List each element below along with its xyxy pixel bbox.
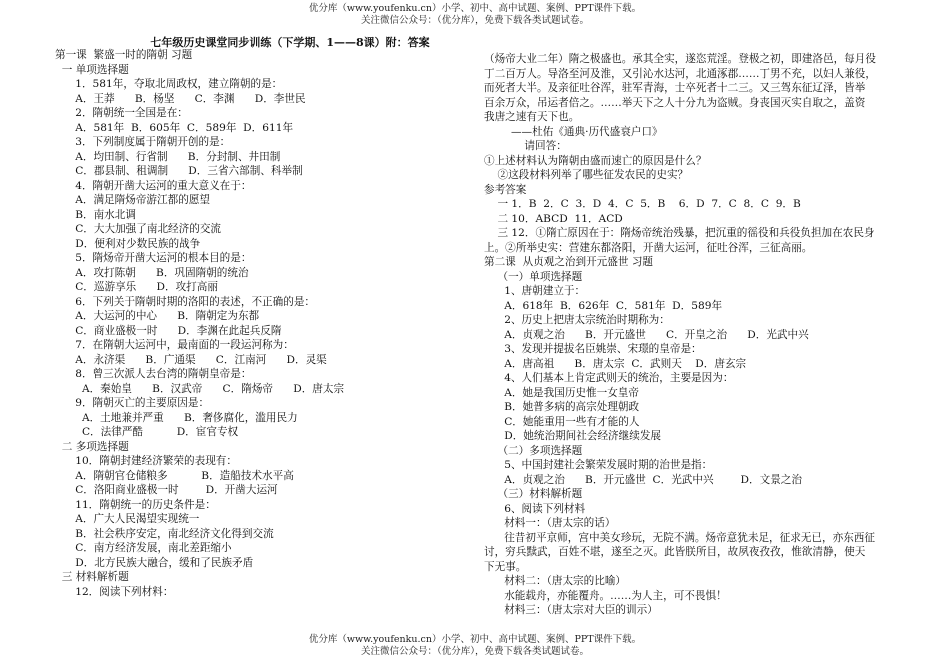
text-line: C．她能重用一些有才能的人: [484, 415, 640, 428]
text-line: 5．隋炀帝开凿大运河的根本目的是：: [55, 252, 252, 264]
text-line: A．均田制、行省制 B．分封制、井田制: [55, 150, 281, 163]
text-line: 3．下列制度属于隋朝开创的是：: [55, 136, 231, 148]
text-line: （二）多项选择题: [484, 444, 583, 457]
text-line: 9．隋朝灭亡的主要原因是：: [55, 397, 210, 409]
text-line: A．土地兼并严重 B．奢侈腐化，滥用民力: [55, 411, 298, 424]
header-line-1: 优分库（www.youfenku.cn）小学、初中、高中试题、案例、PPT课件下载。: [308, 3, 642, 14]
text-line: 丁二百万人。导洛至河及淮，又引沁水达河，北通涿郡……丁男不充，以妇人兼役，: [484, 67, 876, 80]
text-line: 请回答：: [484, 140, 567, 152]
text-line: B．她普多病的高宗处理朝政: [484, 401, 640, 413]
text-line: 讨，穷兵黩武，百姓不堪，遂至之灭。此皆朕所目，故夙夜孜孜，惟欲清静，使天: [484, 546, 866, 558]
text-line: 水能载舟，亦能覆舟。……为人主，可不畏惧！: [484, 589, 727, 602]
text-line: 往昔初平京师，宫中美女珍玩，无院不满。炀帝意犹未足，征求无已，亦东西征: [484, 531, 875, 544]
text-line: 6．下列关于隋朝时期的洛阳的表述，不正确的是：: [55, 295, 316, 308]
text-line: C．南方经济发展，南北差距缩小: [55, 542, 232, 554]
text-line: 下无事。: [484, 560, 527, 573]
text-line: C．郡县制、租调制 D．三省六部制、科举制: [55, 165, 303, 177]
text-line: 12．阅读下列材料：: [55, 585, 174, 598]
right-column: [484, 52, 904, 618]
text-line: A．618年 B．626年 C．581年 D．589年: [484, 299, 723, 312]
text-line: C．洛阳商业盛极一时 D．开凿大运河: [55, 484, 278, 496]
text-line: C．商业盛极一时 D．李渊在此起兵反隋: [55, 324, 282, 337]
text-line: A．贞观之治 B．开元盛世 C．光武中兴 D．文景之治: [484, 473, 802, 486]
text-line: 三 材料解析题: [55, 571, 129, 583]
text-line: C．法律严酷 D．宦官专权: [55, 426, 239, 438]
text-line: 1．581年，夺取北周政权，建立隋朝的是：: [55, 78, 283, 90]
left-column: [55, 48, 470, 599]
text-line: A．581年 B．605年 C．589年 D．611年: [55, 121, 294, 134]
text-line: 1、唐朝建立于：: [484, 285, 586, 297]
footer-line-2: 关注微信公众号：（优分库），免费下载各类试题试卷。: [360, 646, 589, 657]
text-line: 2．隋朝统一全国是在：: [55, 107, 188, 119]
text-line: 5、中国封建社会繁荣发展时期的治世是指：: [484, 459, 713, 471]
text-line: A．满足隋炀帝游江都的愿望: [55, 194, 210, 206]
text-line: （三）材料解析题: [484, 488, 583, 500]
text-line: 一 1．B 2．C 3．D 4．C 5．B 6．D 7．C 8．C 9．B: [484, 198, 801, 210]
document-title: 七年级历史课堂同步训练（下学期、1——8课）附：答案: [150, 36, 430, 49]
text-line: 我唐之速有天下也。: [484, 111, 580, 123]
text-line: 6、阅读下列材料: [484, 502, 586, 515]
text-line: A．广大人民渴望实现统一: [55, 513, 200, 525]
text-line: D．便利对少数民族的战争: [55, 237, 201, 250]
footer-line-1: 优分库（www.youfenku.cn）小学、初中、高中试题、案例、PPT课件下载。: [308, 634, 642, 645]
text-line: 4．隋朝开凿大运河的重大意义在于：: [55, 179, 252, 192]
text-line: A．大运河的中心 B．隋朝定为东都: [55, 310, 260, 322]
text-line: A．唐高祖 B．唐太宗 C．武则天 D．唐玄宗: [484, 357, 747, 370]
text-line: A．攻打陈朝 B．巩固隋朝的统治: [55, 266, 249, 279]
text-line: 二 多项选择题: [55, 440, 129, 453]
text-line: 7．在隋朝大运河中，最南面的一段运河称为：: [55, 339, 294, 351]
text-line: 3、发现并提拔名臣姚崇、宋璟的皇帝是：: [484, 343, 702, 355]
text-line: D．她统治期间社会经济继续发展: [484, 430, 662, 442]
text-line: D．北方民族大融合，缓和了民族矛盾: [55, 556, 254, 569]
text-line: B．社会秩序安定，南北经济文化得到交流: [55, 527, 274, 540]
header-line-2: 关注微信公众号：（优分库），免费下载各类试题试卷。: [360, 15, 589, 26]
text-line: 10．隋朝封建经济繁荣的表现有：: [55, 455, 237, 467]
text-line: 上。②所举史实：营建东都洛阳，开凿大运河，征吐谷浑，三征高丽。: [484, 241, 813, 254]
text-line: ①上述材料认为隋朝由盛而速亡的原因是什么？: [484, 154, 707, 167]
text-line: 百余万众，吊运者倍之。……举天下之人十分九为盗贼。身丧国灭实自取之，盖资: [484, 96, 866, 109]
text-line: 4、人们基本上肯定武则天的统治，主要是因为：: [484, 372, 734, 384]
text-line: 8．曾三次派人去台湾的隋朝皇帝是：: [55, 368, 252, 380]
text-line: 参考答案: [484, 183, 527, 196]
text-line: 材料二：（唐太宗的比喻）: [484, 575, 627, 587]
text-line: 材料一：（唐太宗的话）: [484, 517, 616, 529]
text-line: ②这段材料列举了哪些征发农民的史实？: [484, 169, 689, 181]
text-line: 三 12．①隋亡原因在于：隋炀帝统治残暴，把沉重的徭役和兵役负担加在农民身: [484, 227, 875, 239]
text-line: 第二课 从贞观之治到开元盛世 习题: [484, 256, 654, 268]
page-header: [0, 3, 950, 27]
text-line: ——杜佑《通典·历代盛衰户口》: [484, 125, 663, 138]
text-line: （一）单项选择题: [484, 270, 583, 283]
text-line: A．她是我国历史惟一女皇帝: [484, 386, 639, 399]
text-line: 而死者大半。及亲征吐谷浑，驻军青海，士卒死者十二三。又三驾东征辽泽，皆举: [484, 82, 866, 94]
text-line: A．王莽 B．杨坚 C．李渊 D．李世民: [55, 92, 306, 105]
text-line: A．贞观之治 B．开元盛世 C．开皇之治 D．光武中兴: [484, 328, 809, 341]
text-line: A．隋朝官仓储粮多 B．造船技术水平高: [55, 469, 294, 482]
text-line: （炀帝大业二年）隋之极盛也。承其全实，遂恣荒淫。登极之初，即建洛邑，每月役: [484, 53, 876, 65]
text-line: 二 10．ABCD 11．ACD: [484, 212, 623, 225]
text-line: 一 单项选择题: [55, 63, 129, 76]
text-line: C．巡游享乐 D．攻打高丽: [55, 281, 218, 293]
text-line: 材料三：（唐太宗对大臣的训示）: [484, 604, 658, 616]
text-line: 第一课 繁盛一时的隋朝 习题: [55, 49, 193, 61]
text-line: 11．隋朝统一的历史条件是：: [55, 498, 216, 511]
page-footer: [0, 634, 950, 658]
text-line: 2、历史上把唐太宗统治时期称为：: [484, 314, 670, 326]
text-line: B．南水北调: [55, 208, 136, 221]
text-line: A．秦始皇 B．汉武帝 C．隋炀帝 D．唐太宗: [55, 382, 345, 395]
text-line: C．大大加强了南北经济的交流: [55, 223, 222, 235]
text-line: A．永济渠 B．广通渠 C．江南河 D．灵渠: [55, 353, 327, 366]
